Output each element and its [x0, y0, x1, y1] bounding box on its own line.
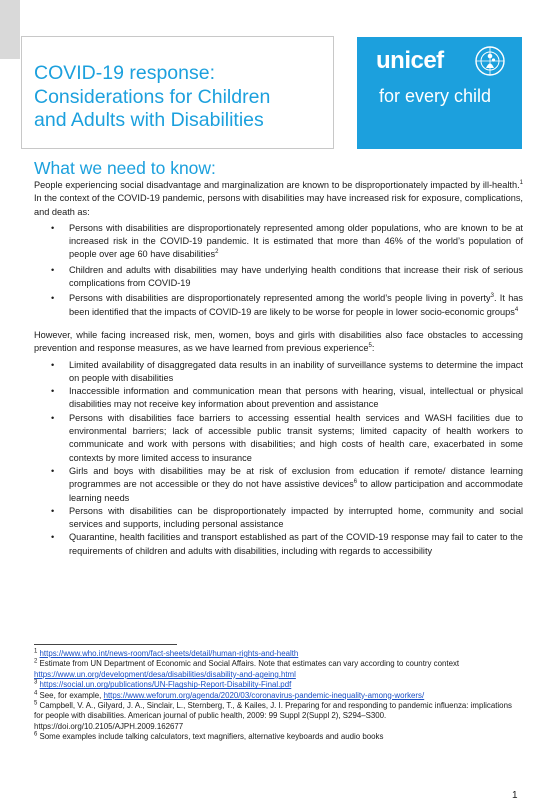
intro-paragraph: People experiencing social disadvantage and marginalization are known to be disproportionately impacted by ill-health.$^1$ In the context of the COVID-19 pandemic, persons with disabilities may have increased risk for exposure, complications, and death as:: [34, 179, 523, 217]
footnote-divider: [34, 644, 177, 645]
list-item: • Girls and boys with disabilities may be at risk of exclusion from education if remote/ distance learning programmes are not accessible or they do not have assistive devices$^6$ to allow participation and accommodate learning needs: [34, 465, 523, 505]
footnote: $^5$ Campbell, V. A., Gilyard, J. A., Sinclair, L., Sternberg, T., & Kailes, J. I. Preparing for and responding to pandemic influenza: implications for people with disabilities. American journal of public health, 2009: 99 Suppl 2(Suppl 2), S294–S300. https://doi.org/10.2105/AJPH.2009.162677: [34, 700, 512, 731]
footnote-link[interactable]: https://social.un.org/publications/UN-Flagship-Report-Disability-Final.pdf: [39, 680, 292, 690]
footnote-ref: 3: [490, 293, 494, 300]
footnote: $^1$ https://www.who.int/news-room/fact-sheets/detail/human-rights-and-health: [34, 648, 299, 658]
list-item: • Persons with disabilities are disproportionately represented among the world’s people living in poverty$^3$. It has been identified that the impacts of COVID-19 are likely to be worse for people in lower socio-economic groups$^4$: [34, 292, 523, 319]
footnote-link[interactable]: https://www.un.org/development/desa/disabilities/disability-and-ageing.html: [34, 669, 296, 679]
obstacles-paragraph: However, while facing increased risk, men, women, boys and girls with disabilities also face obstacles to accessing prevention and response measures, as we have learned from previous experience$^5$:: [34, 329, 523, 354]
section-heading: What we need to know:: [34, 158, 216, 178]
unicef-emblem-icon: [474, 45, 506, 77]
logo-wordmark: unicef: [376, 47, 444, 74]
decorative-side-bar: [0, 0, 20, 59]
footnote-link[interactable]: https://www.who.int/news-room/fact-sheets/detail/human-rights-and-health: [39, 649, 299, 658]
footnote-ref: 2: [215, 249, 219, 256]
main-content: [34, 179, 523, 558]
footnotes: [34, 649, 523, 743]
footnote-ref: 1: [519, 179, 523, 186]
title-line: COVID-19 response:: [34, 62, 215, 84]
footnote: $^4$ See, for example, https://www.weforum.org/agenda/2020/03/coronavirus-pandemic-inequality-among-workers/: [34, 690, 425, 700]
footnote-ref: 5: [368, 343, 372, 350]
list-item: • Persons with disabilities are disproportionately represented among older populations, who are known to be at increased risk in the COVID-19 pandemic. It is estimated that more than 46% of the world’s population of people over age 60 have disabilities$^2$: [34, 222, 523, 262]
list-item: • Inaccessible information and communication mean that persons with hearing, visual, intellectual or physical disabilities may not receive key information about prevention and assistance: [34, 385, 523, 412]
list-item: • Quarantine, health facilities and transport established as part of the COVID-19 response may fail to cater to the requirements of children and adults with disabilities, including with regards to accessibility: [34, 531, 523, 558]
title-line: Considerations for Children: [34, 85, 271, 108]
logo-tagline: for every child: [379, 86, 492, 106]
obstacles-list: [34, 359, 523, 558]
page-number: 1: [512, 790, 518, 801]
list-item: • Limited availability of disaggregated data results in an inability of surveillance systems to determine the impact on people with disabilities: [34, 359, 523, 386]
footnote-ref: 4: [514, 306, 519, 313]
risk-list: [34, 222, 523, 319]
list-item: • Persons with disabilities can be disproportionately impacted by interrupted home, community and social services and supports, including personal assistance: [34, 505, 523, 532]
title-line: and Adults with Disabilities: [34, 109, 264, 131]
footnote: $^6$ Some examples include talking calculators, text magnifiers, alternative keyboards and audio books: [34, 731, 384, 742]
footnote: $^2$ Estimate from UN Department of Economic and Social Affairs. Note that estimates can vary according to country context https://www.un.org/development/desa/disabilities/disability-and-ageing.html: [34, 658, 460, 679]
footnote: $^3$ https://social.un.org/publications/UN-Flagship-Report-Disability-Final.pdf: [34, 679, 292, 690]
footnote-link[interactable]: https://www.weforum.org/agenda/2020/03/coronavirus-pandemic-inequality-among-workers/: [103, 690, 425, 700]
page-title: [34, 62, 270, 133]
list-item: • Persons with disabilities face barriers to accessing essential health services and WASH facilities due to environmental barriers; lack of accessible public transit systems; limited capacity of health workers to communicate and work with persons with disabilities; and high costs of health care, exacerbated in some contexts by more limited access to insurance: [34, 412, 523, 465]
footnote-ref: 6: [353, 479, 358, 486]
unicef-logo: [357, 37, 522, 149]
list-item: • Children and adults with disabilities may have underlying health conditions that increase their risk of serious complications from COVID-19: [34, 264, 523, 291]
